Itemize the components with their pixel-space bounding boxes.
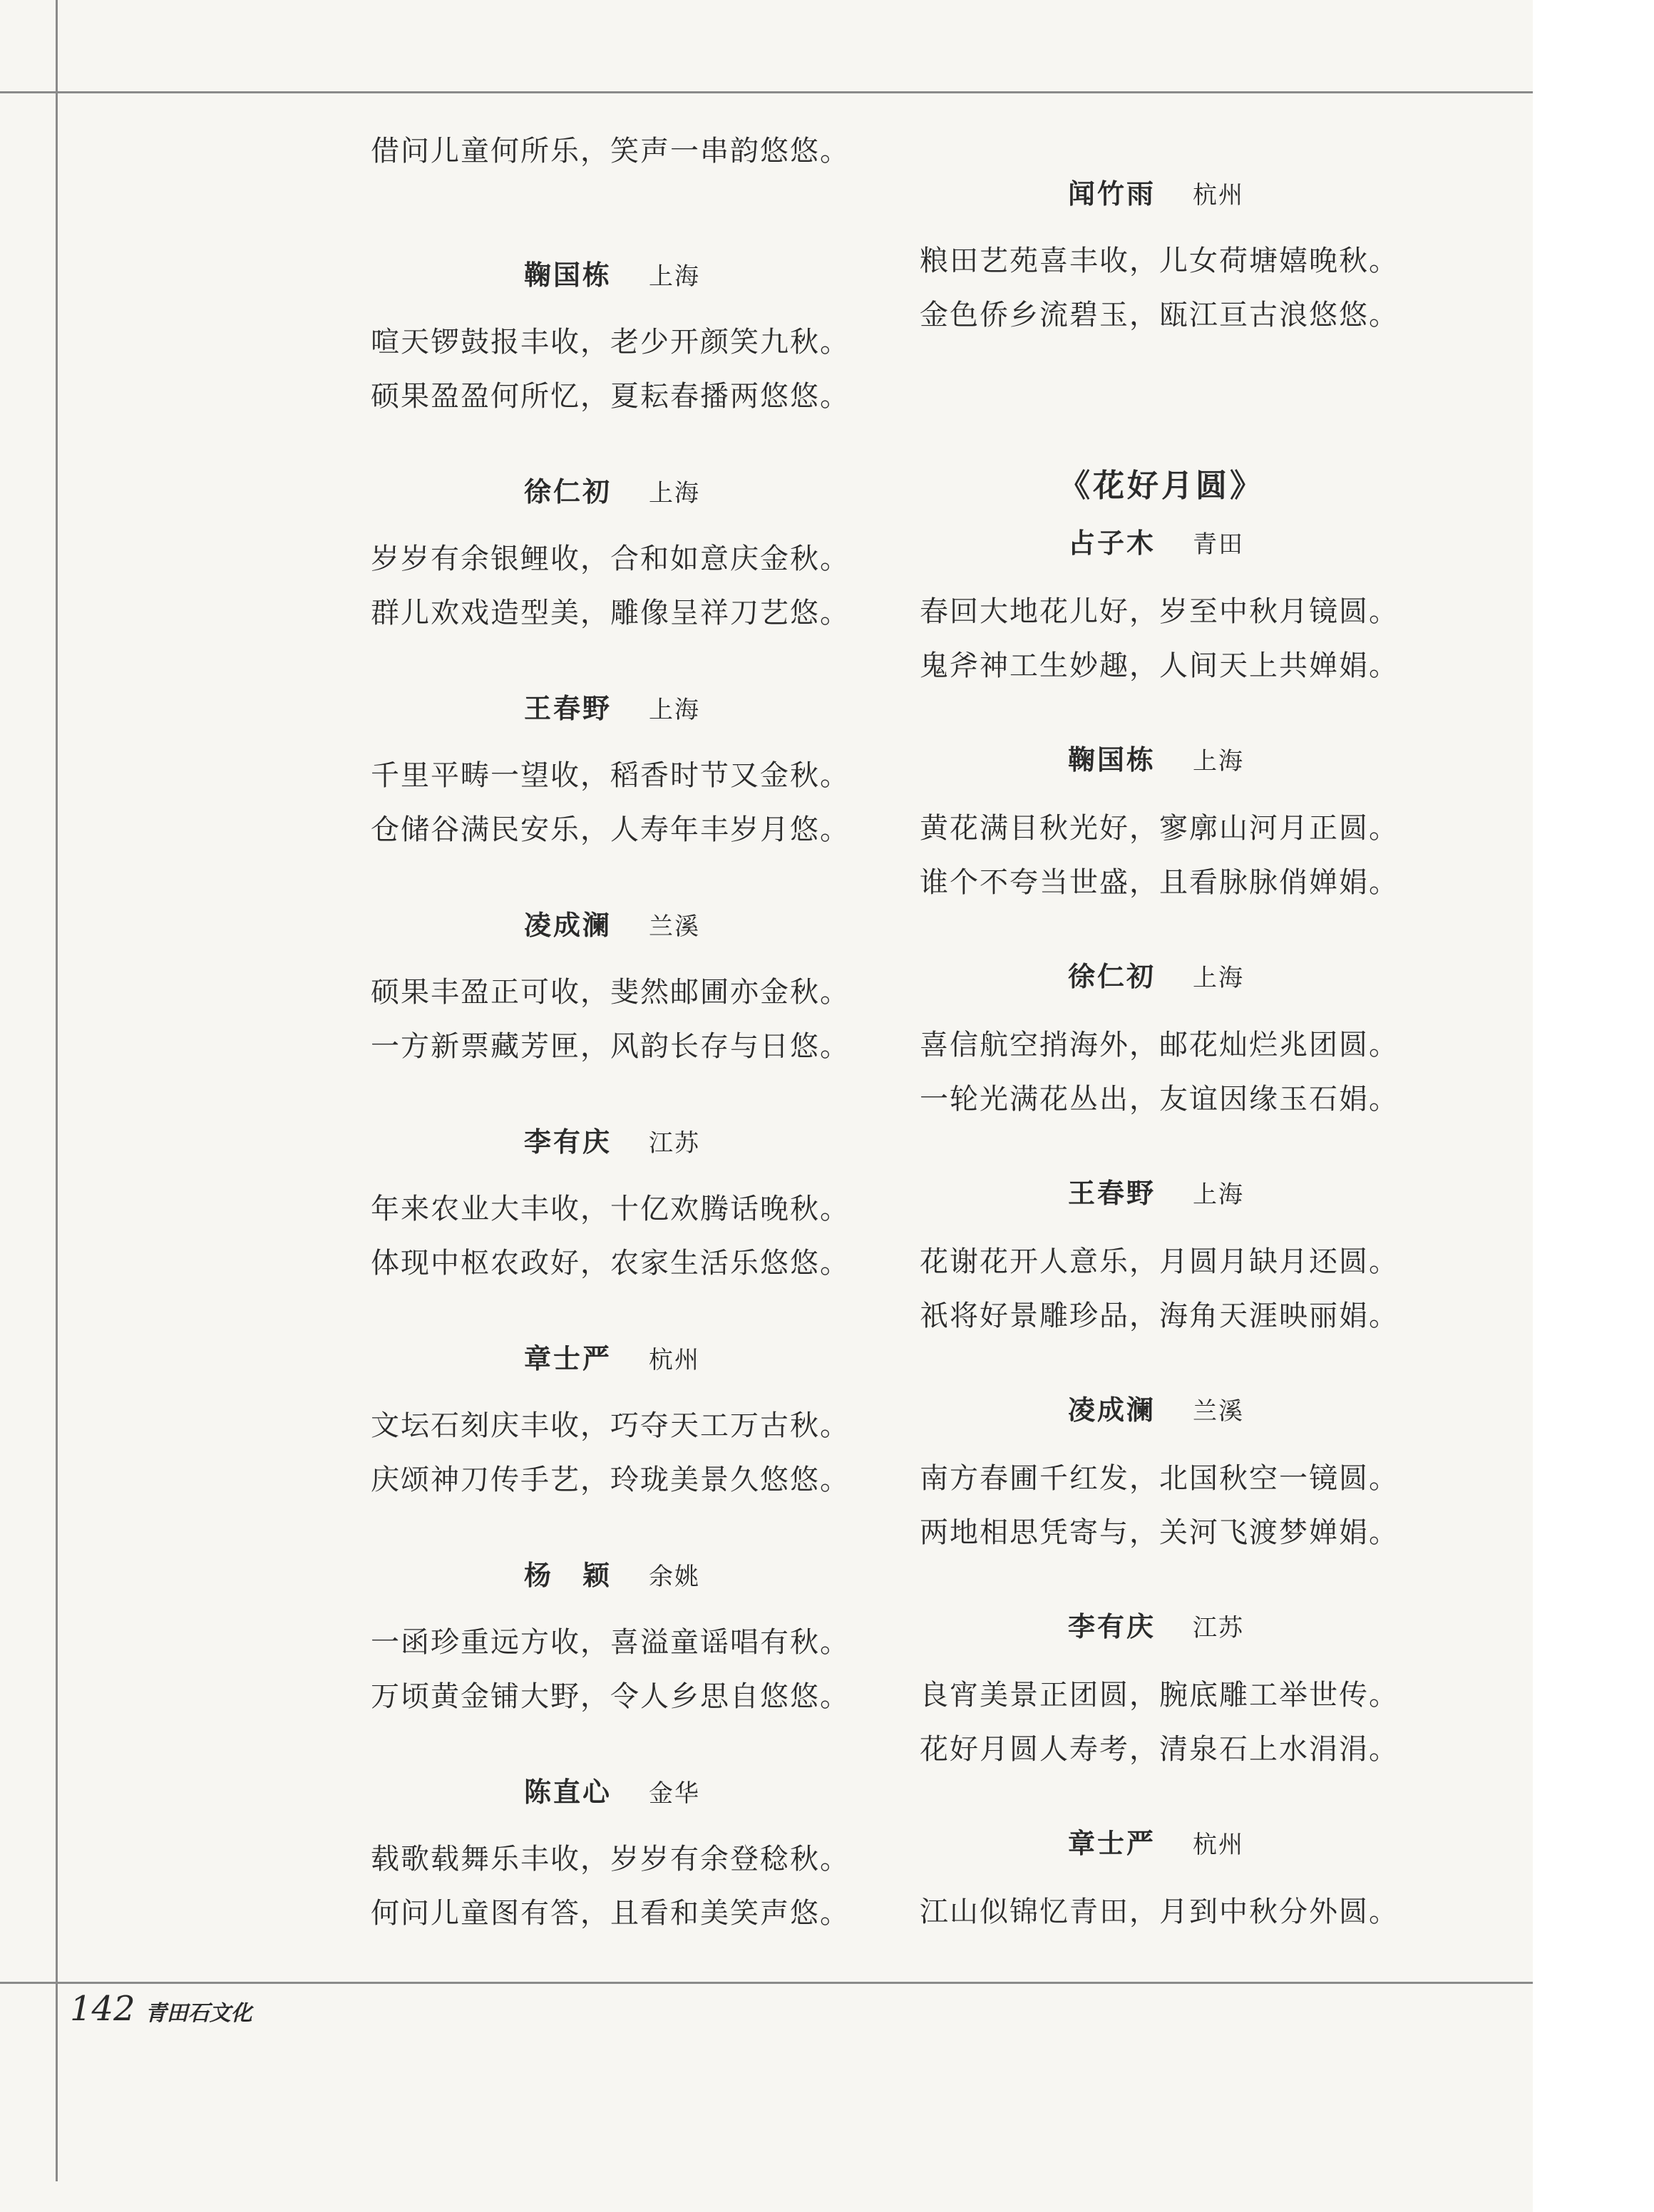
author-name: 徐仁初 [1068,960,1156,992]
author-name: 杨 颖 [524,1559,612,1591]
poem-line: 一方新票藏芳匣，风韵长存与日悠。 [371,1030,850,1063]
author-place: 江苏 [1193,1614,1245,1642]
poem-line: 江山似锦忆青田，月到中秋分外圆。 [920,1895,1399,1928]
poem-line: 千里平畴一望收，稻香时节又金秋。 [371,759,850,792]
poem-line: 一轮光满花丛出，友谊因缘玉石娟。 [920,1083,1399,1116]
author-name: 王春野 [524,692,612,724]
publication-name: 青田石文化 [145,2001,252,2026]
author-place: 青田 [1193,530,1245,559]
author-place: 上海 [1193,747,1245,776]
poem-line: 一函珍重远方收，喜溢童谣唱有秋。 [371,1626,850,1659]
poem-line: 春回大地花儿好，岁至中秋月镜圆。 [920,595,1399,628]
author-place: 江苏 [649,1129,701,1158]
author-name: 鞠国栋 [524,259,612,291]
author-place: 兰溪 [649,912,701,941]
poem-line: 鬼斧神工生妙趣，人间天上共婵娟。 [920,649,1399,682]
poem-author [1068,1608,1244,1647]
poem-line: 体现中枢农政好，农家生活乐悠悠。 [371,1247,850,1280]
author-name: 鞠国栋 [1068,744,1156,776]
author-place: 杭州 [649,1346,701,1374]
author-name: 凌成澜 [524,909,612,941]
bottom-rule [0,1982,1533,1984]
author-place: 杭州 [1193,181,1245,210]
poem-line: 南方春圃千红发，北国秋空一镜圆。 [920,1462,1399,1495]
poem-line: 仓储谷满民安乐，人寿年丰岁月悠。 [371,813,850,846]
poem-line: 祇将好景雕珍品，海角天涯映丽娟。 [920,1300,1399,1332]
poem-author [1068,1391,1244,1430]
left-margin-rule [56,0,58,2181]
poem-author [524,1340,700,1379]
poem-author [524,1123,700,1162]
poem-line: 何问儿童图有答，且看和美笑声悠。 [371,1897,850,1930]
author-place: 兰溪 [1193,1397,1245,1426]
author-name: 章士严 [524,1342,612,1374]
poem-line: 谁个不夸当世盛，且看脉脉俏婵娟。 [920,866,1399,899]
poem-line: 粮田艺苑喜丰收，儿女荷塘嬉晚秋。 [920,245,1399,277]
poem-line: 岁岁有余银鲤收，合和如意庆金秋。 [371,542,850,575]
poem-author [524,1774,700,1812]
poem-line: 年来农业大丰收，十亿欢腾话晚秋。 [371,1193,850,1225]
author-place: 杭州 [1193,1831,1245,1859]
author-place: 金华 [649,1779,701,1808]
page-footer [70,1989,252,2029]
page-number: 142 [70,1989,135,2029]
author-place: 上海 [649,479,701,508]
poem-line: 花谢花开人意乐，月圆月缺月还圆。 [920,1245,1399,1278]
author-name: 凌成澜 [1068,1394,1156,1426]
author-place: 上海 [1193,964,1245,992]
poem-author [1068,958,1244,997]
poem-author [1068,1175,1244,1213]
poem-author [1068,525,1244,563]
top-rule [0,91,1533,93]
poem-line: 万顷黄金铺大野，令人乡思自悠悠。 [371,1680,850,1713]
poem-line: 群儿欢戏造型美，雕像呈祥刀艺悠。 [371,597,850,629]
poem-line: 黄花满目秋光好，寥廓山河月正圆。 [920,812,1399,845]
poem-line: 良宵美景正团圆，腕底雕工举世传。 [920,1679,1399,1712]
poem-author [524,257,700,295]
author-place: 余姚 [649,1563,701,1591]
poem-line: 喜信航空捎海外，邮花灿烂兆团圆。 [920,1029,1399,1061]
author-name: 陈直心 [524,1776,612,1808]
poem-line: 喧天锣鼓报丰收，老少开颜笑九秋。 [371,326,850,359]
author-name: 闻竹雨 [1068,178,1156,210]
author-name: 王春野 [1068,1177,1156,1209]
page-edge [1533,0,1654,2212]
poem-line: 庆颂神刀传手艺，玲珑美景久悠悠。 [371,1463,850,1496]
author-name: 占子木 [1068,527,1156,559]
poem-author [524,1557,700,1595]
poem-author [1068,1825,1244,1863]
poem-author [1068,741,1244,780]
author-name: 徐仁初 [524,475,612,508]
author-name: 李有庆 [524,1126,612,1158]
poem-line: 两地相思凭寄与，关河飞渡梦婵娟。 [920,1516,1399,1549]
poem-line: 硕果丰盈正可收，斐然邮圃亦金秋。 [371,976,850,1009]
author-name: 章士严 [1068,1827,1156,1859]
poem-author [524,473,700,512]
poem-author [524,690,700,729]
author-place: 上海 [649,262,701,291]
poem-line: 载歌载舞乐丰收，岁岁有余登稔秋。 [371,1843,850,1876]
poem-line: 硕果盈盈何所忆，夏耘春播两悠悠。 [371,380,850,413]
author-place: 上海 [649,696,701,724]
poem-line: 文坛石刻庆丰收，巧夺天工万古秋。 [371,1409,850,1442]
author-name: 李有庆 [1068,1610,1156,1642]
poem-line: 花好月圆人寿考，清泉石上水涓涓。 [920,1733,1399,1766]
poem-line: 金色侨乡流碧玉，瓯江亘古浪悠悠。 [920,299,1399,331]
section-title: 《花好月圆》 [1059,468,1264,504]
author-place: 上海 [1193,1180,1245,1209]
poem-author [524,907,700,945]
poem-author [1068,175,1244,214]
poem-line: 借问儿童何所乐，笑声一串韵悠悠。 [371,135,850,168]
